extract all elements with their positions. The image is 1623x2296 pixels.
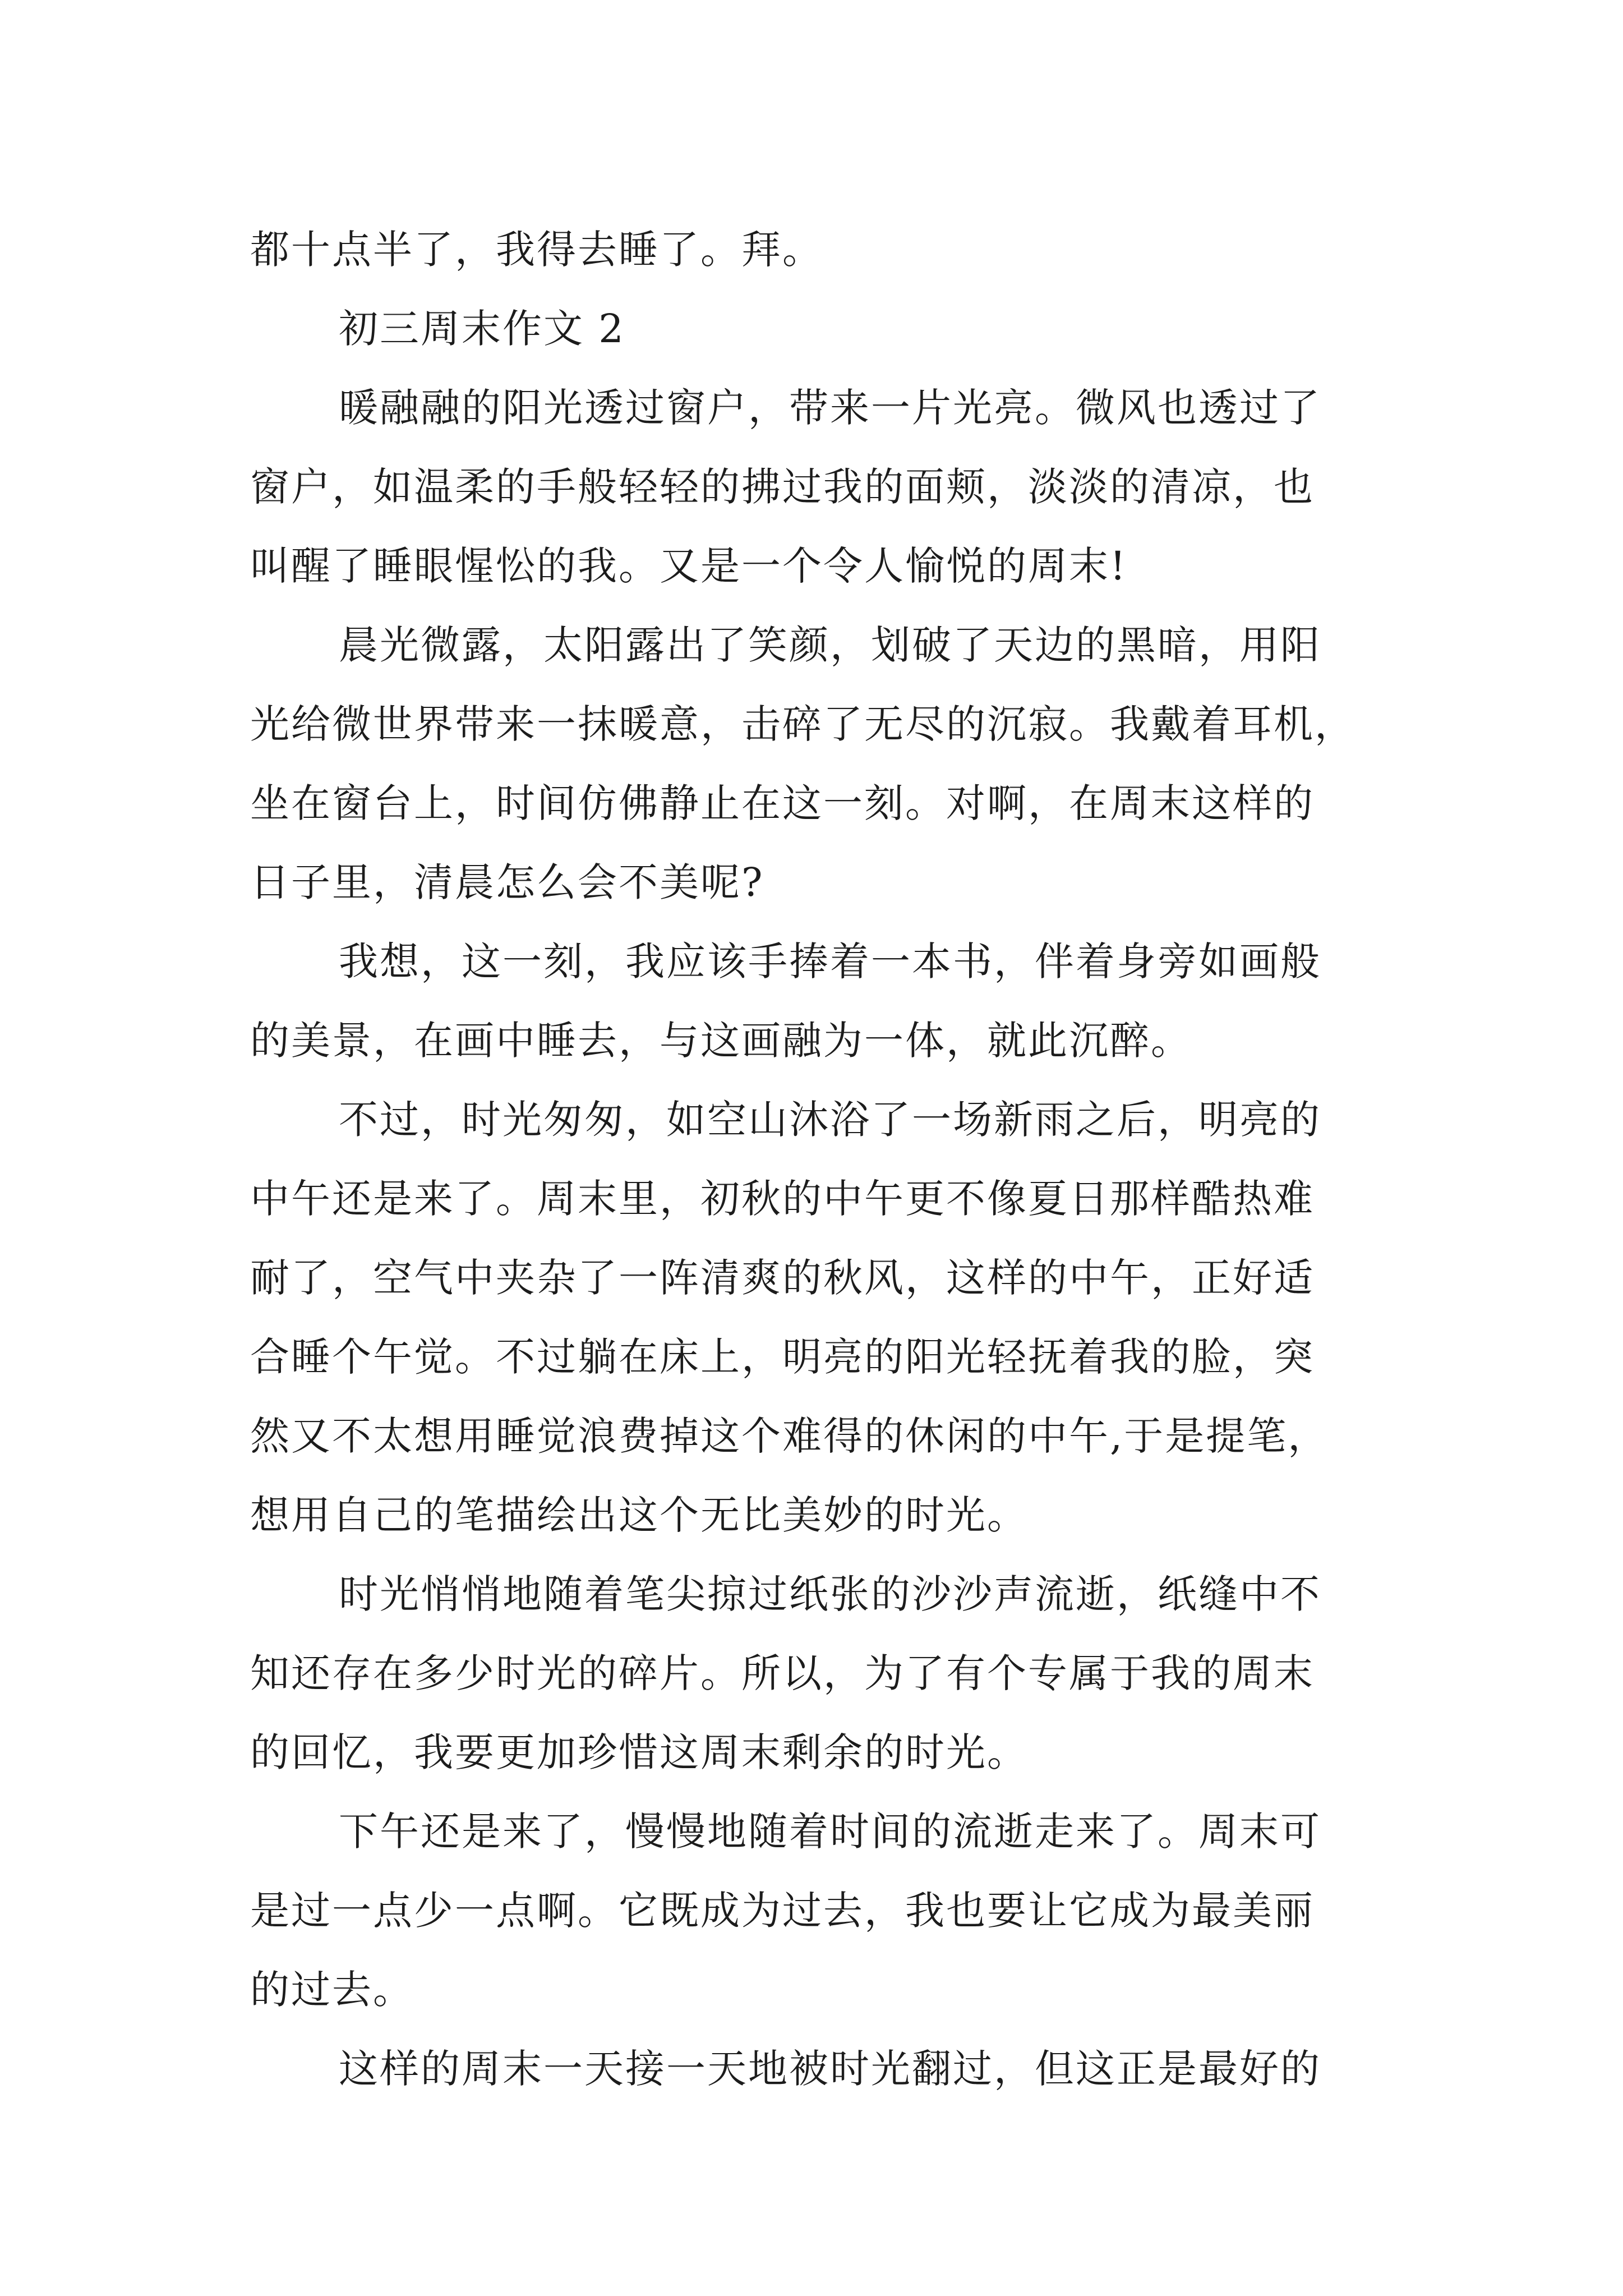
text-line: 中午还是来了。周末里，初秋的中午更不像夏日那样酷热难 xyxy=(250,1176,1315,1222)
text-line: 时光悄悄地随着笔尖掠过纸张的沙沙声流逝，纸缝中不 xyxy=(339,1571,1321,1617)
text-line: 我想，这一刻，我应该手捧着一本书，伴着身旁如画般 xyxy=(339,938,1321,984)
essay-text xyxy=(250,210,1383,2109)
text-line: 是过一点少一点啊。它既成为过去，我也要让它成为最美丽 xyxy=(250,1888,1315,1934)
text-line: 日子里，清晨怎么会不美呢? xyxy=(250,859,764,905)
text-line: 下午还是来了，慢慢地随着时间的流逝走来了。周末可 xyxy=(339,1809,1321,1855)
text-line: 这样的周末一天接一天地被时光翻过，但这正是最好的 xyxy=(339,2046,1321,2092)
text-line: 坐在窗台上，时间仿佛静止在这一刻。对啊，在周末这样的 xyxy=(250,780,1315,826)
text-line: 的美景，在画中睡去，与这画融为一体，就此沉醉。 xyxy=(250,1018,1192,1064)
text-line: 暖融融的阳光透过窗户，带来一片光亮。微风也透过了 xyxy=(339,385,1321,431)
text-line: 耐了，空气中夹杂了一阵清爽的秋风，这样的中午，正好适 xyxy=(250,1255,1315,1301)
text-line: 想用自己的笔描绘出这个无比美妙的时光。 xyxy=(250,1492,1028,1538)
text-line: 的过去。 xyxy=(250,1967,414,2013)
text-line: 叫醒了睡眼惺忪的我。又是一个令人愉悦的周末! xyxy=(250,543,1128,589)
text-line: 光给微世界带来一抹暖意，击碎了无尽的沉寂。我戴着耳机， xyxy=(250,701,1355,747)
text-line: 知还存在多少时光的碎片。所以，为了有个专属于我的周末 xyxy=(250,1650,1315,1696)
section-heading: 初三周末作文 2 xyxy=(339,306,625,352)
text-line: 的回忆，我要更加珍惜这周末剩余的时光。 xyxy=(250,1729,1028,1775)
text-line: 合睡个午觉。不过躺在床上，明亮的阳光轻抚着我的脸，突 xyxy=(250,1334,1315,1380)
text-line: 晨光微露，太阳露出了笑颜，划破了天边的黑暗，用阳 xyxy=(339,622,1321,668)
text-line: 窗户，如温柔的手般轻轻的拂过我的面颊，淡淡的清凉，也 xyxy=(250,464,1315,510)
text-line: 不过，时光匆匆，如空山沐浴了一场新雨之后，明亮的 xyxy=(339,1097,1321,1143)
text-line: 然又不太想用睡觉浪费掉这个难得的休闲的中午,于是提笔， xyxy=(250,1413,1329,1459)
text-line: 都十点半了，我得去睡了。拜。 xyxy=(250,227,823,273)
